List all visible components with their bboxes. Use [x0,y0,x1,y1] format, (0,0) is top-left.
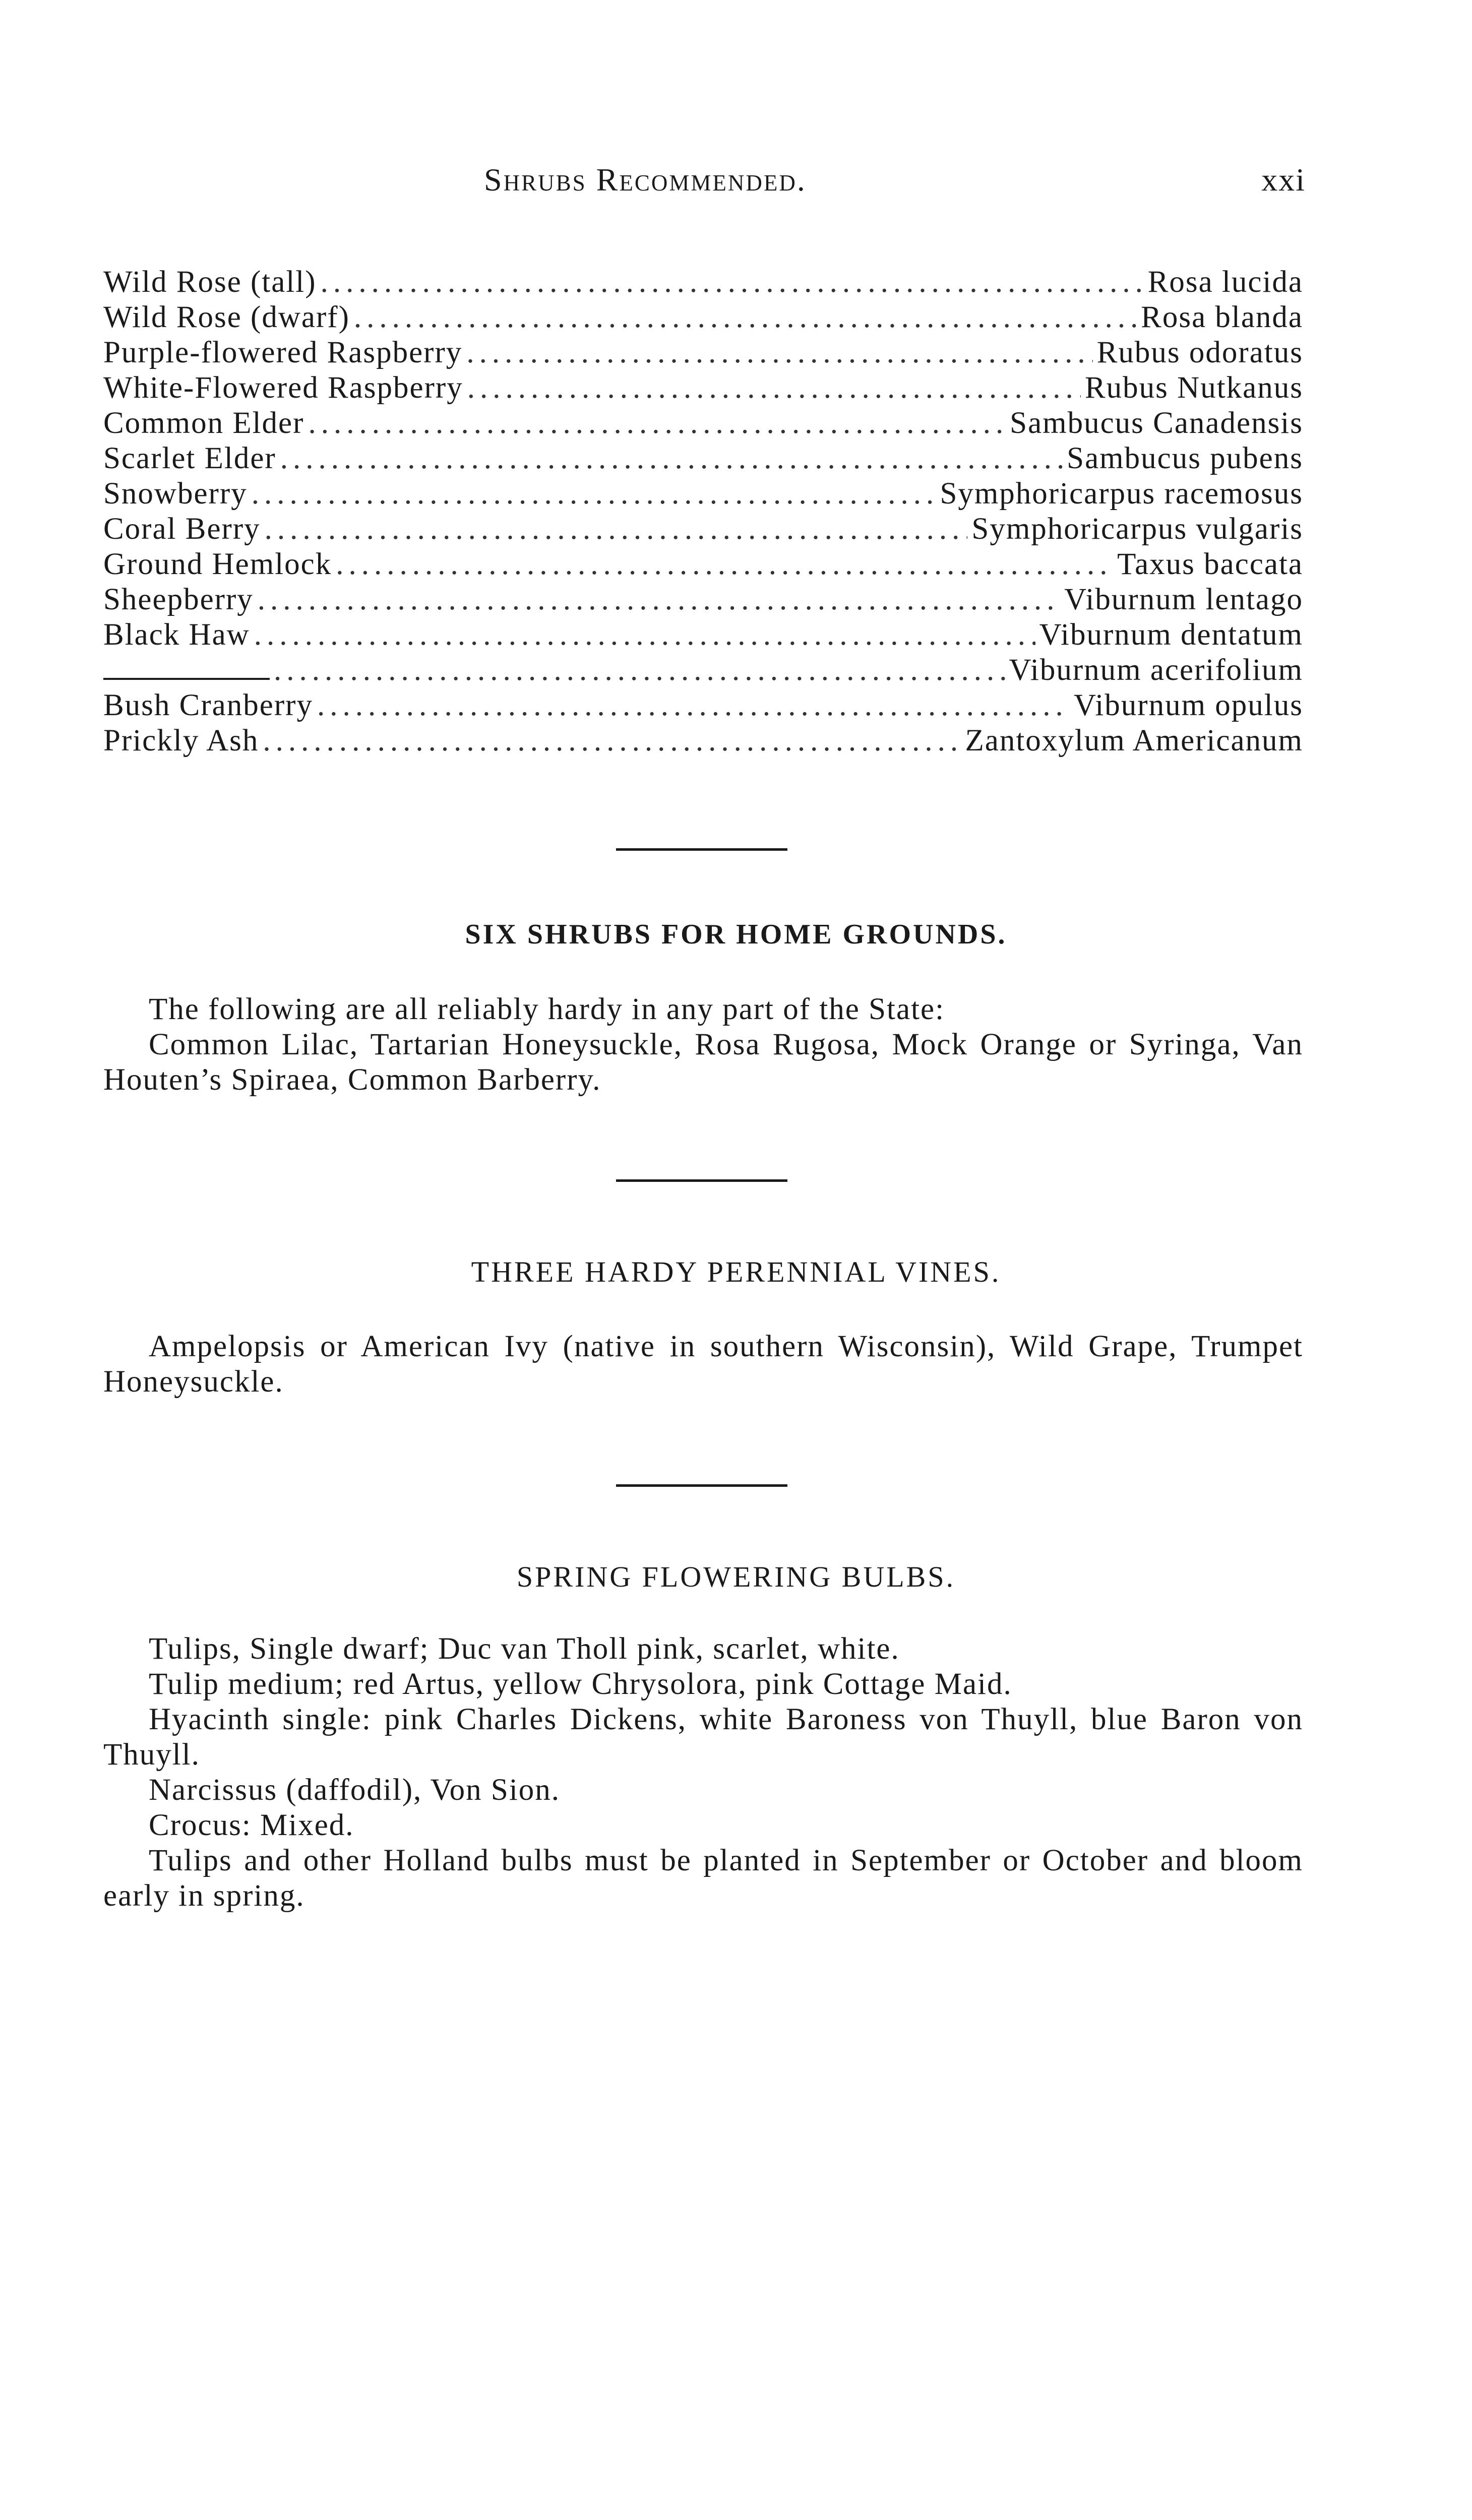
latin-name: Symphoricarpus racemosus [940,477,1303,511]
latin-name: Rubus odoratus [1096,336,1303,369]
paragraph: Crocus: Mixed. [149,1808,354,1842]
dot-leader [308,406,1006,441]
common-name: Wild Rose (dwarf) [103,300,350,334]
page-number: xxi [1261,162,1306,198]
common-name: Common Elder [103,406,304,440]
dot-leader [265,512,968,547]
latin-name: Viburnum dentatum [1039,618,1303,652]
common-name: Snowberry [103,477,248,511]
paragraph: Tulips, Single dwarf; Duc van Tholl pink, scarlet, white. [149,1632,900,1666]
section-divider [616,848,787,851]
latin-name: Rubus Nutkanus [1085,371,1303,405]
paragraph: The following are all reliably hardy in any part of the State: [149,992,945,1026]
common-name: Black Haw [103,618,250,652]
shrub-row [103,335,1303,370]
section-heading: SIX SHRUBS FOR HOME GROUNDS. [465,919,1007,950]
shrub-row [103,547,1303,582]
section-heading: THREE HARDY PERENNIAL VINES. [471,1255,1001,1288]
paragraph: Common Lilac, Tartarian Honeysuckle, Rosa Rugosa, Mock Orange or Syringa, Van Houten’s Spiraea, Common Barberry. [103,1028,1303,1097]
latin-name: Rosa blanda [1141,300,1303,334]
paragraph: Hyacinth single: pink Charles Dickens, white Baroness von Thuyll, blue Baron von Thuyll. [103,1703,1303,1772]
dot-leader [321,265,1144,300]
shrub-row [103,265,1303,300]
dot-leader [263,723,961,759]
shrub-row [103,512,1303,547]
latin-name: Taxus baccata [1117,547,1303,581]
common-name: Bush Cranberry [103,688,313,722]
latin-name: Rosa lucida [1147,265,1303,299]
shrub-row [103,653,1303,688]
common-name: Scarlet Elder [103,442,276,475]
section-divider [616,1484,787,1487]
common-name: Ground Hemlock [103,547,332,581]
latin-name: Viburnum lentago [1064,583,1303,616]
shrub-row [103,723,1303,759]
shrub-row [103,582,1303,617]
latin-name: Symphoricarpus vulgaris [971,512,1303,546]
dot-leader [466,335,1092,370]
running-title: Shrubs Recommended. [484,162,807,198]
common-name: Wild Rose (tall) [103,265,317,299]
latin-name: Sambucus pubens [1067,442,1303,475]
shrub-row [103,617,1303,653]
shrub-row [103,688,1303,723]
section-body [103,1329,1303,1400]
common-name: White-Flowered Raspberry [103,371,463,405]
ditto-dash [103,653,270,688]
dot-leader [254,617,1035,653]
common-name: Purple-flowered Raspberry [103,336,463,369]
shrub-list [103,265,1303,759]
latin-name: Zantoxylum Americanum [965,724,1303,758]
dot-leader [252,476,936,512]
dot-leader [336,547,1113,582]
dot-leader [280,441,1063,476]
paragraph: Tulips and other Holland bulbs must be planted in September or October and bloom early in spring. [103,1844,1303,1913]
section-divider [616,1179,787,1182]
dot-leader [258,582,1060,617]
latin-name: Sambucus Canadensis [1010,406,1303,440]
shrub-row [103,441,1303,476]
shrub-row [103,300,1303,335]
common-name: Prickly Ash [103,724,259,758]
dot-leader [467,370,1081,406]
dot-leader [274,653,1005,688]
common-name: Coral Berry [103,512,261,546]
ditto-rule [103,660,270,680]
dot-leader [354,300,1137,335]
latin-name: Viburnum opulus [1073,688,1303,722]
shrub-row [103,370,1303,406]
section-body [103,1631,1303,1914]
latin-name: Viburnum acerifolium [1009,653,1303,687]
common-name: Sheepberry [103,583,254,616]
running-head [0,161,1472,212]
paragraph: Ampelopsis or American Ivy (native in southern Wisconsin), Wild Grape, Trumpet Honeysuckle. [103,1330,1303,1399]
shrub-row [103,476,1303,512]
shrub-row [103,406,1303,441]
section-body [103,992,1303,1098]
paragraph: Narcissus (daffodil), Von Sion. [149,1773,561,1807]
dot-leader [317,688,1070,723]
paragraph: Tulip medium; red Artus, yellow Chrysolora, pink Cottage Maid. [149,1667,1012,1701]
section-heading: SPRING FLOWERING BULBS. [516,1560,956,1593]
